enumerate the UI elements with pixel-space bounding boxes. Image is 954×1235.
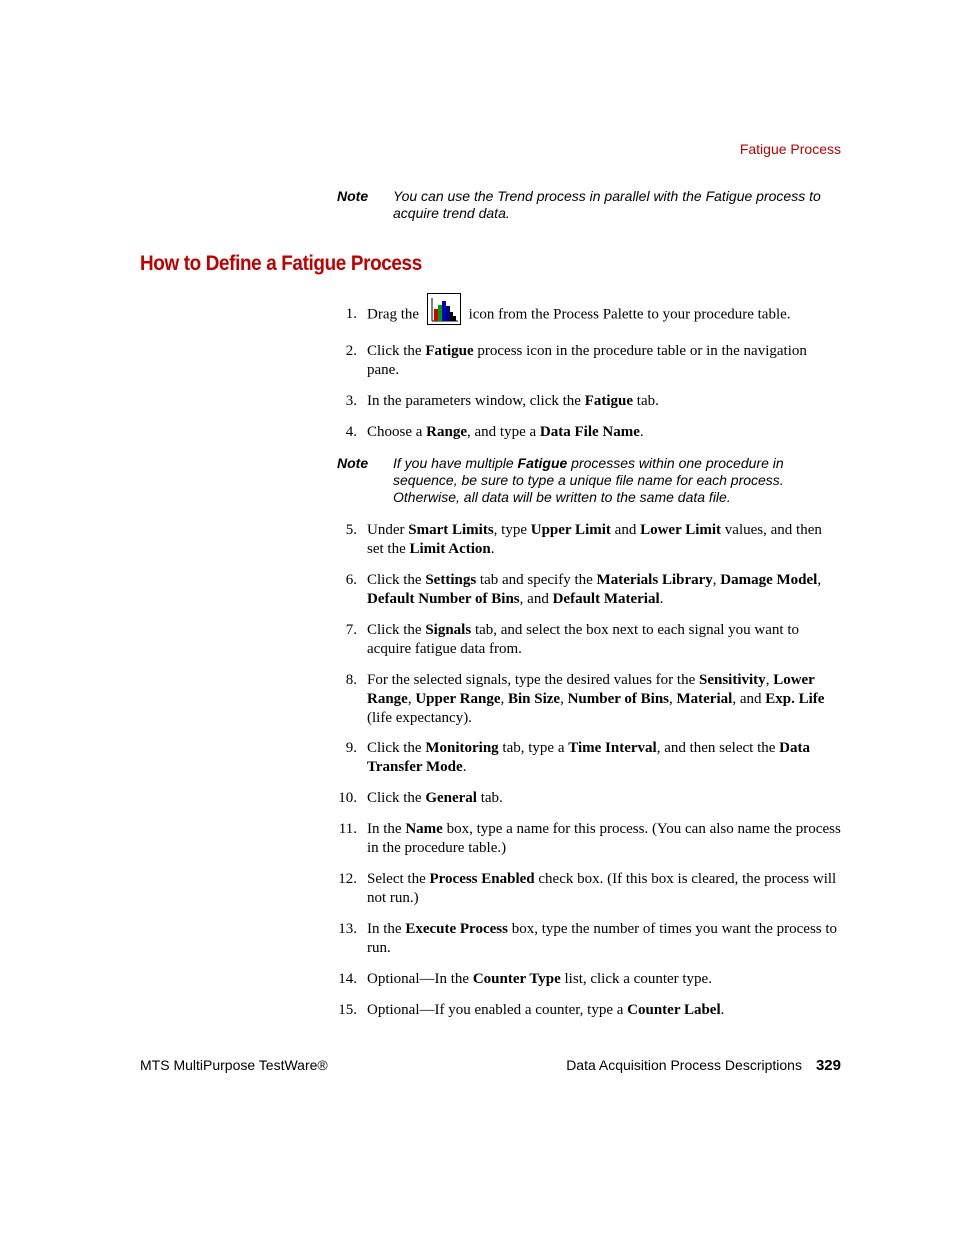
step-12 bbox=[337, 870, 842, 908]
note-text: You can use the Trend process in parallel with the Fatigue process to acquire trend data. bbox=[393, 188, 821, 221]
step-number: 15. bbox=[338, 1002, 357, 1018]
step-text-part: (life expectancy). bbox=[367, 710, 472, 726]
step-text-part: Click the bbox=[367, 343, 426, 359]
ui-term: Fatigue bbox=[517, 455, 568, 471]
step-text-part: In the parameters window, click the bbox=[367, 393, 585, 409]
step-text: Drag the bbox=[367, 306, 420, 323]
ui-term: Data Transfer Mode bbox=[367, 740, 810, 775]
running-header: Fatigue Process bbox=[739, 141, 841, 157]
step-number: 14. bbox=[338, 971, 357, 987]
step-text bbox=[367, 521, 842, 559]
ui-term: Damage Model bbox=[720, 572, 818, 588]
step-text bbox=[367, 392, 842, 411]
step-text-part: , type bbox=[493, 522, 531, 538]
step-text-part: In the bbox=[367, 821, 406, 837]
step-11 bbox=[337, 820, 842, 858]
fatigue-process-icon bbox=[427, 293, 461, 325]
step-number: 1. bbox=[345, 306, 357, 322]
ui-term: Execute Process bbox=[405, 921, 508, 937]
step-text-part: Click the bbox=[367, 572, 426, 588]
step-3 bbox=[337, 392, 842, 411]
ui-term: Number of Bins bbox=[567, 691, 669, 707]
step-number: 10. bbox=[338, 790, 357, 806]
ui-term: Lower Range bbox=[367, 672, 815, 707]
step-text-part: tab and specify the bbox=[476, 572, 597, 588]
step-15 bbox=[337, 1001, 842, 1020]
ui-term: Upper Range bbox=[415, 691, 501, 707]
step-6 bbox=[337, 571, 842, 609]
step-text-part: In the bbox=[367, 921, 406, 937]
ui-term: Sensitivity bbox=[699, 672, 766, 688]
ui-term: Signals bbox=[425, 622, 472, 638]
note-text bbox=[393, 455, 837, 506]
step-number: 2. bbox=[345, 343, 357, 359]
step-number: 7. bbox=[345, 622, 357, 638]
step-text bbox=[367, 423, 842, 442]
step-text bbox=[367, 870, 842, 908]
step-9 bbox=[337, 739, 842, 777]
step-text-part: and bbox=[610, 522, 641, 538]
step-text-part: For the selected signals, type the desired values for the bbox=[367, 672, 699, 688]
step-text-part: tab, and select the box next to each signal you want to acquire fatigue data from. bbox=[367, 622, 800, 657]
ui-term: Default Material bbox=[552, 591, 660, 607]
step-number: 5. bbox=[345, 522, 357, 538]
step-text-part: box, type a name for this process. (You can also name the process in the procedure table.) bbox=[367, 821, 841, 856]
step-text-part: , and type a bbox=[467, 424, 540, 440]
ui-term: Upper Limit bbox=[530, 522, 611, 538]
ui-term: Default Number of Bins bbox=[367, 591, 520, 607]
step-number: 9. bbox=[345, 740, 357, 756]
step-text-part: list, click a counter type. bbox=[560, 971, 712, 987]
ui-term: Exp. Life bbox=[765, 691, 825, 707]
step-text-part: tab. bbox=[633, 393, 659, 409]
ui-term: Name bbox=[405, 821, 443, 837]
step-4 bbox=[337, 423, 842, 442]
step-text-part: , and bbox=[732, 691, 766, 707]
step-text-part: Click the bbox=[367, 790, 426, 806]
step-text-part: tab, type a bbox=[498, 740, 569, 756]
ui-term: Counter Label bbox=[627, 1002, 721, 1018]
step-text-part: processes within one procedure in sequence, be sure to type a unique file name for each process. Otherwise, all data will be written to the same data file. bbox=[393, 455, 784, 505]
step-text-part: tab. bbox=[476, 790, 503, 806]
ui-term: Time Interval bbox=[568, 740, 657, 756]
step-text-part: . bbox=[659, 591, 664, 607]
step-text bbox=[367, 671, 842, 728]
section-heading: How to Define a Fatigue Process bbox=[140, 252, 422, 275]
step-text-part: check box. (If this box is cleared, the process will not run.) bbox=[367, 871, 837, 906]
step-text-part: process icon in the procedure table or in the navigation pane. bbox=[367, 343, 807, 378]
step-text: icon from the Process Palette to your procedure table. bbox=[468, 306, 791, 323]
step-number: 3. bbox=[345, 393, 357, 409]
step-text bbox=[367, 571, 842, 609]
ui-term: General bbox=[425, 790, 477, 806]
step-text-part: Click the bbox=[367, 622, 426, 638]
ui-term: Process Enabled bbox=[429, 871, 535, 887]
ui-term: Bin Size bbox=[508, 691, 561, 707]
step-text-part: Under bbox=[367, 522, 409, 538]
step-text-part: Click the bbox=[367, 740, 426, 756]
step-8 bbox=[337, 671, 842, 728]
ui-term: Counter Type bbox=[472, 971, 561, 987]
step-text-part: box, type the number of times you want the process to run. bbox=[367, 921, 838, 956]
step-10 bbox=[337, 789, 842, 808]
footer-section bbox=[566, 1057, 841, 1074]
note-fatigue-sequence bbox=[337, 455, 837, 506]
step-text-part: , bbox=[669, 691, 677, 707]
step-number: 8. bbox=[345, 672, 357, 688]
ui-term: Data File Name bbox=[539, 424, 640, 440]
step-13 bbox=[337, 920, 842, 958]
step-5 bbox=[337, 521, 842, 559]
step-text bbox=[367, 820, 842, 858]
note-trend bbox=[337, 188, 837, 222]
step-number: 13. bbox=[338, 921, 357, 937]
ui-term: Fatigue bbox=[584, 393, 634, 409]
step-number: 12. bbox=[338, 871, 357, 887]
step-text-part: Select the bbox=[367, 871, 430, 887]
step-text bbox=[367, 920, 842, 958]
footer-title: MTS MultiPurpose TestWare® bbox=[140, 1057, 328, 1073]
note-label: Note bbox=[337, 455, 369, 471]
step-text-part: Choose a bbox=[367, 424, 427, 440]
step-text-part: , and bbox=[519, 591, 553, 607]
ui-term: Smart Limits bbox=[408, 522, 494, 538]
step-number: 6. bbox=[345, 572, 357, 588]
step-2 bbox=[337, 342, 842, 380]
step-text-part: Optional—If you enabled a counter, type a bbox=[367, 1002, 628, 1018]
step-text-part: , bbox=[817, 572, 822, 588]
step-text bbox=[367, 789, 842, 808]
step-14 bbox=[337, 970, 842, 989]
step-text-part: . bbox=[490, 541, 495, 557]
ui-term: Settings bbox=[425, 572, 477, 588]
step-text-part: values, and then set the bbox=[367, 522, 822, 557]
step-text bbox=[367, 342, 842, 380]
ui-term: Monitoring bbox=[425, 740, 499, 756]
ui-term: Limit Action bbox=[409, 541, 491, 557]
step-text-part: , bbox=[500, 691, 508, 707]
ui-term: Materials Library bbox=[596, 572, 713, 588]
step-text bbox=[367, 739, 842, 777]
step-text-part: , bbox=[765, 672, 774, 688]
page-number: 329 bbox=[815, 1057, 841, 1074]
step-text-part: , and then select the bbox=[656, 740, 780, 756]
step-text-part: . bbox=[462, 759, 467, 775]
step-text bbox=[367, 621, 842, 659]
step-text-part: If you have multiple bbox=[393, 455, 518, 471]
bar-chart-icon bbox=[429, 295, 459, 323]
step-text bbox=[367, 1001, 842, 1020]
step-text-part: , bbox=[560, 691, 568, 707]
step-text-part: Optional—In the bbox=[367, 971, 473, 987]
step-number: 4. bbox=[345, 424, 357, 440]
step-text-part: , bbox=[712, 572, 721, 588]
step-text-part: , bbox=[407, 691, 416, 707]
ui-term: Lower Limit bbox=[640, 522, 722, 538]
step-text bbox=[367, 970, 842, 989]
ui-term: Fatigue bbox=[425, 343, 474, 359]
step-7 bbox=[337, 621, 842, 659]
step-1 bbox=[337, 305, 842, 325]
ui-term: Range bbox=[426, 424, 468, 440]
step-text-part: . bbox=[639, 424, 644, 440]
step-text-part: . bbox=[720, 1002, 725, 1018]
footer-section-name: Data Acquisition Process Descriptions bbox=[566, 1057, 802, 1073]
ui-term: Material bbox=[676, 691, 733, 707]
note-label: Note bbox=[337, 188, 369, 204]
step-number: 11. bbox=[338, 821, 357, 837]
